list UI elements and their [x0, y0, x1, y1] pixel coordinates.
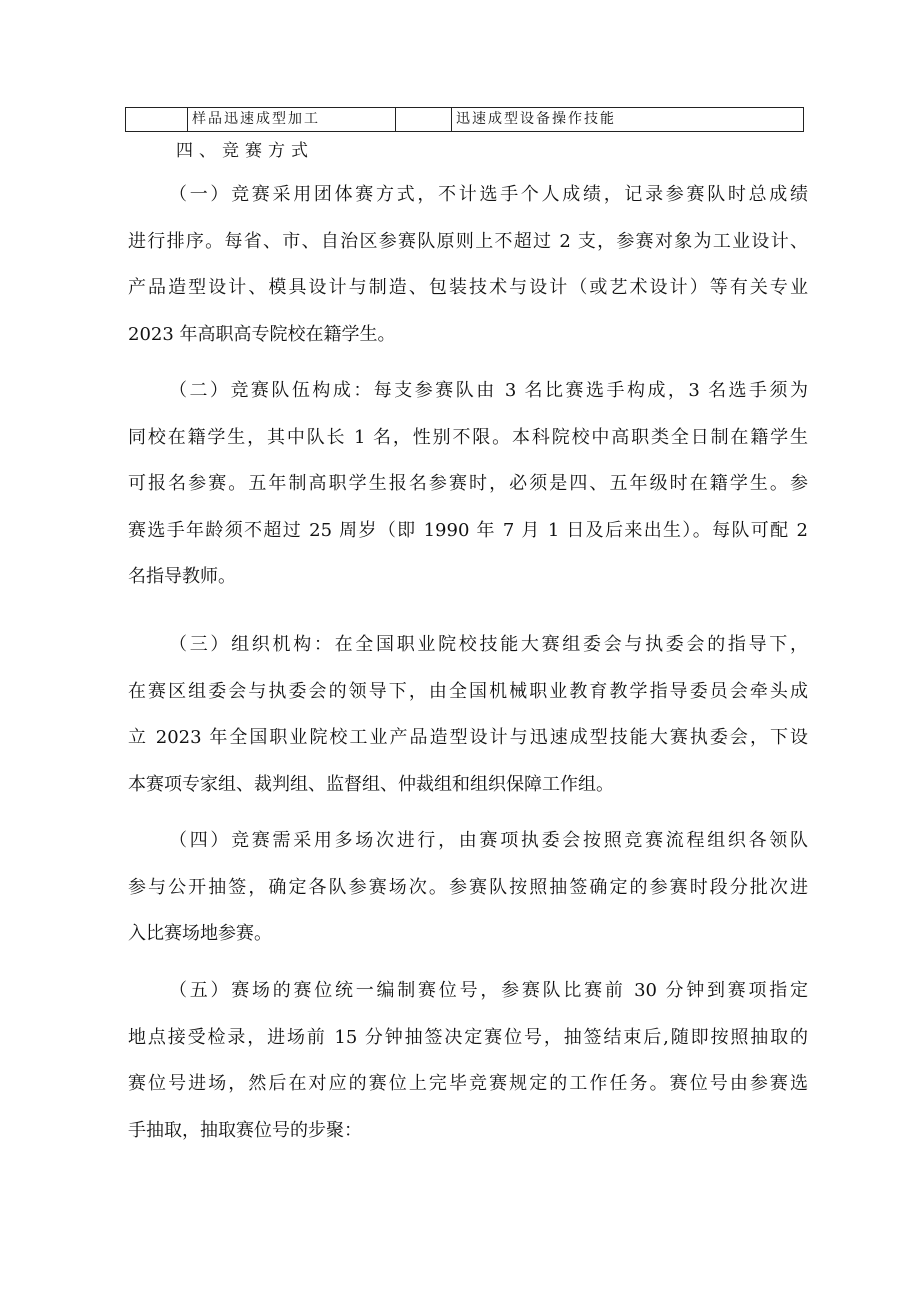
paragraph-line: 进行排序。每省、市、自治区参赛队原则上不超过 2 支，参赛对象为工业设计、: [128, 230, 808, 252]
section-heading: 四、竞赛方式: [176, 141, 314, 161]
paragraph-line: 立 2023 年全国职业院校工业产品造型设计与迅速成型技能大赛执委会，下设: [128, 727, 808, 748]
paragraph-line: 赛位号进场，然后在对应的赛位上完毕竞赛规定的工作任务。赛位号由参赛选: [128, 1073, 808, 1094]
paragraph-line: 产品造型设计、模具设计与制造、包装技术与设计（或艺术设计）等有关专业: [128, 277, 808, 298]
paragraph-1: [128, 172, 808, 358]
table-cell-empty-2: [396, 108, 452, 132]
paragraph-line: 入比赛场地参赛。: [128, 923, 272, 944]
paragraph-line: 在赛区组委会与执委会的领导下，由全国机械职业教育教学指导委员会牵头成: [128, 680, 808, 702]
paragraph-3: [128, 622, 808, 808]
table-cell-skill: 迅速成型设备操作技能: [452, 108, 804, 132]
paragraph-line: 同校在籍学生，其中队长 1 名，性别不限。本科院校中高职类全日制在籍学生: [128, 426, 808, 448]
paragraph-line: 赛选手年龄须不超过 25 周岁（即 1990 年 7 月 1 日及后来出生）。每队可配 2: [128, 519, 808, 541]
paragraph-line: 地点接受检录，进场前 15 分钟抽签决定赛位号，抽签结束后,随即按照抽取的: [128, 1026, 808, 1048]
paragraph-line: 手抽取，抽取赛位号的步聚：: [128, 1119, 362, 1141]
paragraph-4: [128, 818, 808, 958]
table-row: [126, 108, 804, 132]
paragraph-line: 2023 年高职高专院校在籍学生。: [128, 323, 396, 345]
skills-table: [125, 107, 804, 132]
paragraph-line: （二）竞赛队伍构成：每支参赛队由 3 名比赛选手构成，3 名选手须为: [169, 380, 808, 401]
paragraph-line: 参与公开抽签，确定各队参赛场次。参赛队按照抽签确定的参赛时段分批次进: [128, 876, 808, 898]
table-cell-processing: 样品迅速成型加工: [188, 108, 396, 132]
paragraph-line: （四）竞赛需采用多场次进行，由赛项执委会按照竞赛流程组织各领队: [169, 830, 808, 851]
paragraph-5: [128, 968, 808, 1154]
paragraph-line: （五）赛场的赛位统一编制赛位号，参赛队比赛前 30 分钟到赛项指定: [169, 980, 808, 1001]
paragraph-line: （一）竞赛采用团体赛方式，不计选手个人成绩，记录参赛队时总成绩: [169, 184, 808, 205]
paragraph-line: 可报名参赛。五年制高职学生报名参赛时，必须是四、五年级时在籍学生。参: [128, 473, 808, 494]
paragraph-2: [128, 368, 808, 601]
table-cell-empty-1: [126, 108, 188, 132]
paragraph-line: （三）组织机构：在全国职业院校技能大赛组委会与执委会的指导下，: [169, 634, 808, 655]
paragraph-line: 本赛项专家组、裁判组、监督组、仲裁组和组织保障工作组。: [128, 773, 614, 795]
paragraph-line: 名指导教师。: [128, 566, 236, 587]
